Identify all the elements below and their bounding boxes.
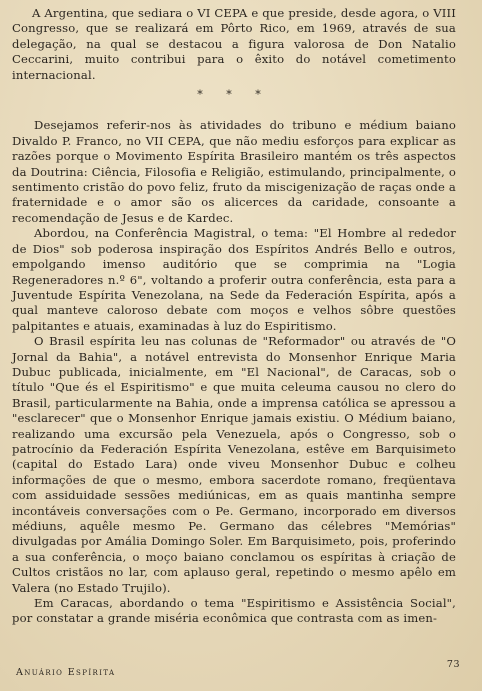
paragraph-brasil-espirita: O Brasil espírita leu nas colunas de "Reformador" ou através de "O Jornal da Bahia", a notável entrevista do Monsenhor Enrique Maria Dubuc publicada, inicialmente, em "El Nacional", de Caracas, sob o título "Que és el Espiritismo" e que muita celeuma causou no clero do Brasil, particularmente na Bahia, onde a imprensa católica se apressou a "esclarecer" que o Monsenhor Enrique jamais existiu. O Médium baiano, realizando uma excursão pela Venezuela, após o Congresso, sob o patrocínio da Federación Espírita Venezolana, estêve em Barquisimeto (capital do Estado Lara) onde viveu Monsenhor Dubuc e colheu informações de que o mesmo, embora sacerdote romano, freqüentava com assiduidade sessões mediúnicas, em as quais mantinha sempre incontáveis conversações com o Pe. Germano, incorporado em diversos médiuns, aquêle mesmo Pe. Germano das célebres "Memórias" divulgadas por Amália Domingo Soler. Em Barquisimeto, pois, proferindo a sua conferência, o moço baiano conclamou os espíritas à criação de Cultos cristãos no lar, com aplauso geral, repetindo o mesmo apêlo em Valera (no Estado Trujilo).: [12, 334, 456, 595]
paragraph-caracas: Em Caracas, abordando o tema "Espiritismo e Assistência Social", por constatar a grande miséria econômica que contrasta com as imen-: [12, 596, 456, 626]
page-number: 73: [446, 659, 460, 670]
page-body: [12, 6, 456, 627]
section-separator: * * *: [197, 88, 271, 102]
paragraph-argentina: A Argentina, que sediara o VI CEPA e que preside, desde agora, o VIII Congresso, que se realizará em Pôrto Rico, em 1969, através de sua delegação, na qual se destacou a figura valorosa de Don Natalio Ceccarini, muito contribui para o êxito do notável cometimento internacional.: [12, 6, 456, 82]
publication-title: Anuário Espírita: [16, 667, 116, 678]
paragraph-divaldo: Desejamos referir-nos às atividades do tribuno e médium baiano Divaldo P. Franco, no VII CEPA, que não mediu esforços para explicar as razões porque o Movimento Espírita Brasileiro mantém os três aspectos da Doutrina: Ciência, Filosofia e Religião, estimulando, principalmente, o sentimento cristão do povo feliz, fruto da miscigenização de raças onde a fraternidade e o amor são os alicerces da caridade, consoante a recomendação de Jesus e de Kardec.: [12, 118, 456, 225]
paragraph-conferencia: Abordou, na Conferência Magistral, o tema: "El Hombre al rededor de Dios" sob poderosa inspiração dos Espíritos Andrés Bello e outros, empolgando imenso auditório que se comprimia na "Logia Regeneradores n.º 6", voltando a proferir outra conferência, esta para a Juventude Espírita Venezolana, na Sede da Federación Espírita, após a qual manteve caloroso debate com moços e velhos sôbre questões palpitantes e atuais, examinadas à luz do Espiritismo.: [12, 226, 456, 333]
